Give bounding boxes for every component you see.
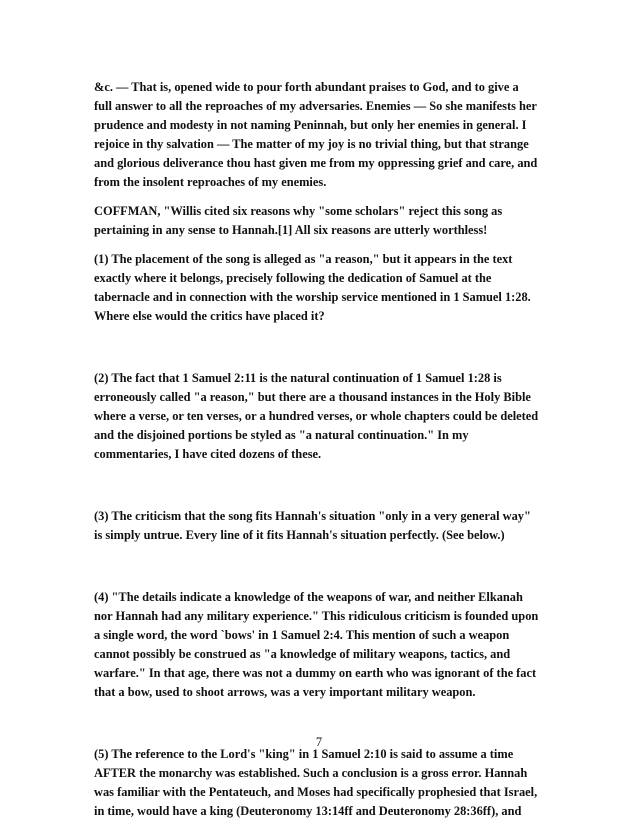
paragraph-reason-1: (1) The placement of the song is alleged as "a reason," but it appears in the text exactly where it belongs, precisely following the dedication of Samuel at the tabernacle and in connection with the worship service mentioned in 1 Samuel 1:28. Where else would the critics have placed it? [94, 252, 531, 323]
paragraph-enemies-commentary: &c. — That is, opened wide to pour forth abundant praises to God, and to give a full answer to all the reproaches of my adversaries. Enemies — So she manifests her prudence and modesty in not naming Peninnah, but only her enemies in general. I rejoice in thy salvation — The matter of my joy is no trivial thing, but that strange and glorious deliverance thou hast given me from my oppressing grief and care, and from the insolent reproaches of my enemies. [94, 80, 538, 189]
page-number: 7 [315, 735, 323, 749]
page-body [94, 78, 546, 821]
paragraph-reason-2: (2) The fact that 1 Samuel 2:11 is the natural continuation of 1 Samuel 1:28 is erroneously called "a reason," but there are a thousand instances in the Holy Bible where a verse, or ten verses, or a hundred verses, or whole chapters could be deleted and the disjoined portions be styled as "a natural continuation." In my commentaries, I have cited dozens of these. [94, 371, 539, 461]
paragraph-reason-4: (4) "The details indicate a knowledge of the weapons of war, and neither Elkanah nor Hannah had any military experience." This ridiculous criticism is founded upon a single word, the word `bows' in 1 Samuel 2:4. This mention of such a weapon cannot possibly be construed as "a knowledge of military weapons, tactics, and warfare." In that age, there was not a dummy on earth who was ignorant of the fact that a bow, used to shoot arrows, was a very important military weapon. [94, 590, 539, 699]
paragraph-reason-5: (5) The reference to the Lord's "king" in 1 Samuel 2:10 is said to assume a time AFTER the monarchy was established. Such a conclusion is a gross error. Hannah was familiar with the Pentateuch, and Moses had specifically prophesied that Israel, in time, would have a king (Deuteronomy 13:14ff and Deuteronomy 28:36ff), and [94, 747, 538, 818]
paragraph-reason-3: (3) The criticism that the song fits Hannah's situation "only in a very general way" is simply untrue. Every line of it fits Hannah's situation perfectly. (See below.) [94, 509, 531, 542]
paragraph-coffman-intro: COFFMAN, "Willis cited six reasons why "some scholars" reject this song as pertaining in any sense to Hannah.[1] All six reasons are utterly worthless! [94, 204, 503, 237]
